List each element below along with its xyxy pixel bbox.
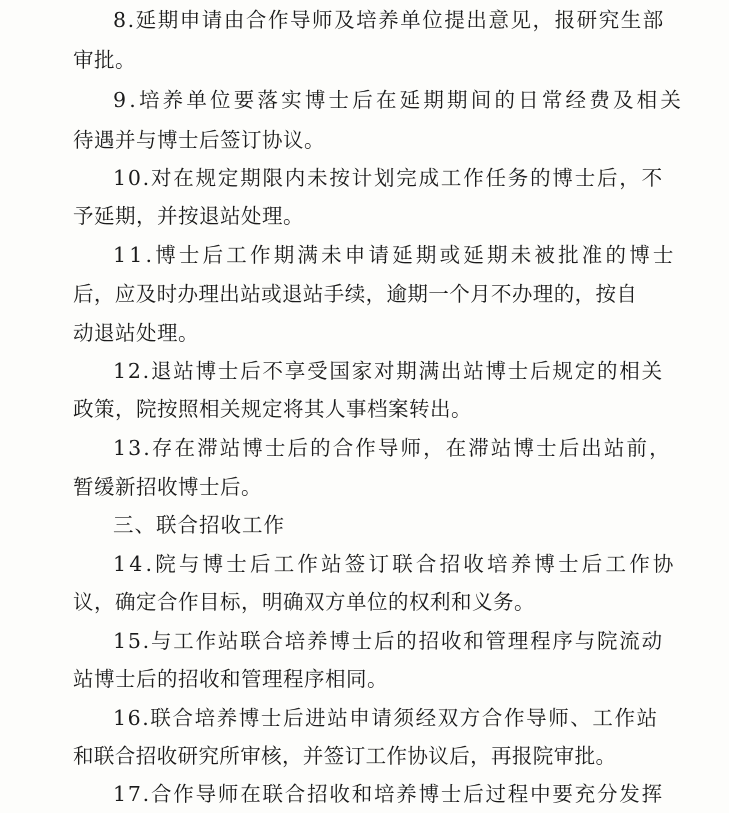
paragraph-line: 暂缓新招收博士后。 (73, 475, 262, 499)
paragraph-line: 予延期，并按退站处理。 (73, 204, 304, 228)
paragraph-line: 站博士后的招收和管理程序相同。 (73, 667, 388, 691)
section-heading: 三、联合招收工作 (113, 513, 285, 537)
paragraph-line: 8.延期申请由合作导师及培养单位提出意见，报研究生部 (113, 8, 665, 32)
paragraph-line: 待遇并与博士后签订协议。 (73, 128, 325, 152)
paragraph-line: 13.存在滞站博士后的合作导师，在滞站博士后出站前， (113, 436, 672, 460)
paragraph-line: 16.联合培养博士后进站申请须经双方合作导师、工作站 (113, 706, 659, 730)
paragraph-line: 9.培养单位要落实博士后在延期期间的日常经费及相关 (113, 88, 685, 112)
paragraph-line: 议，确定合作目标，明确双方单位的权利和义务。 (73, 590, 535, 614)
paragraph-line: 14.院与博士后工作站签订联合招收培养博士后工作协 (113, 552, 677, 576)
paragraph-line: 和联合招收研究所审核，并签订工作协议后，再报院审批。 (73, 744, 617, 768)
paragraph-line: 政策，院按照相关规定将其人事档案转出。 (73, 397, 472, 421)
paragraph-line: 后，应及时办理出站或退站手续，逾期一个月不办理的，按自 (73, 282, 638, 306)
paragraph-line: 17.合作导师在联合招收和培养博士后过程中要充分发挥 (113, 782, 664, 806)
paragraph-line: 15.与工作站联合培养博士后的招收和管理程序与院流动 (113, 629, 664, 653)
paragraph-line: 10.对在规定期限内未按计划完成工作任务的博士后，不 (113, 166, 664, 190)
paragraph-line: 12.退站博士后不享受国家对期满出站博士后规定的相关 (113, 359, 664, 383)
paragraph-line: 11.博士后工作期满未申请延期或延期未被批准的博士 (113, 243, 677, 267)
paragraph-line: 审批。 (73, 48, 136, 72)
paragraph-line: 动退站处理。 (73, 321, 199, 345)
